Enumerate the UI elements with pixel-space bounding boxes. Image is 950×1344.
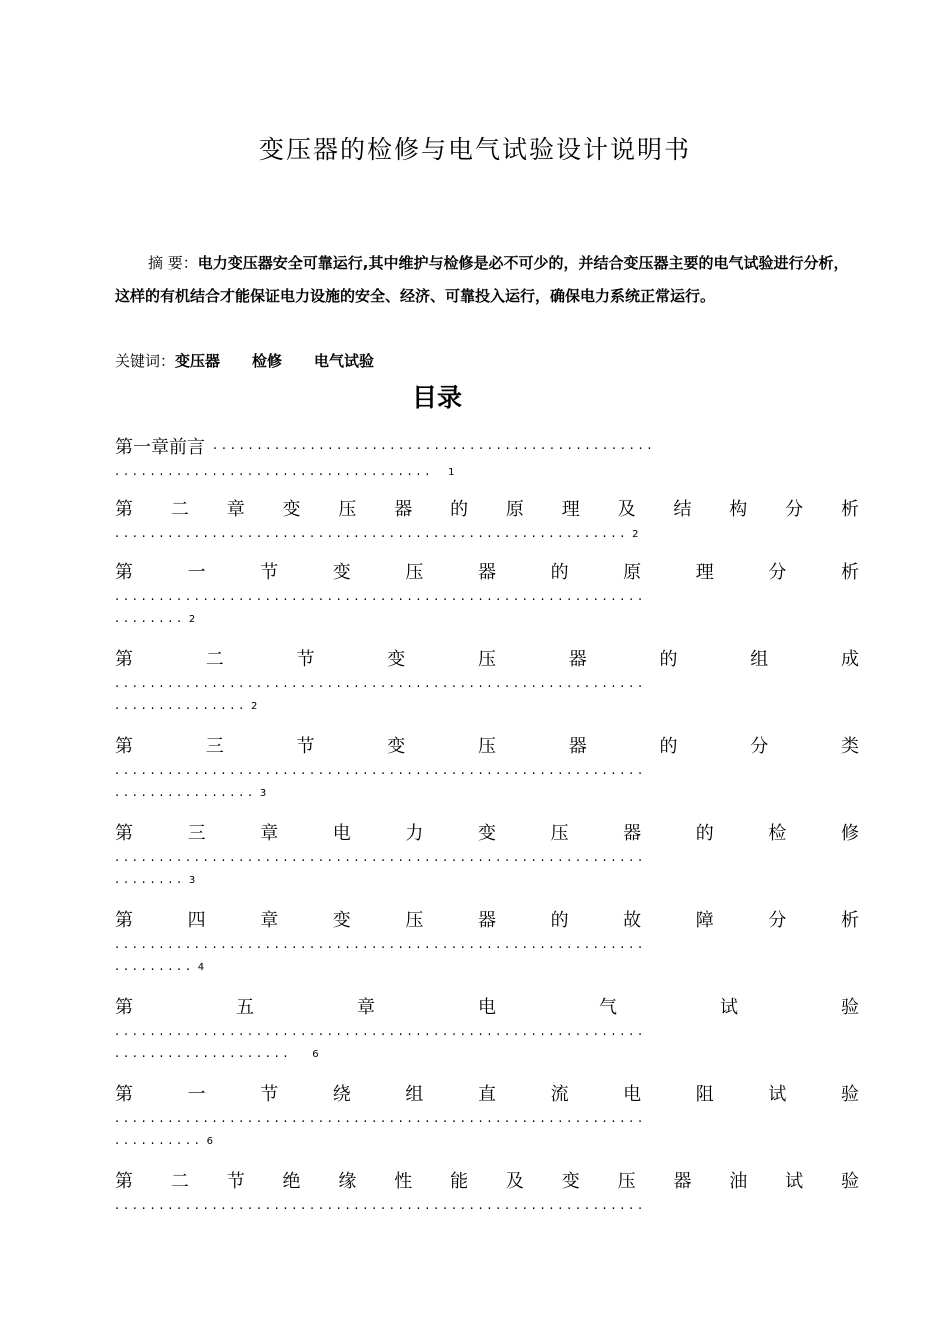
toc-entry-char: 绕 <box>332 1084 351 1105</box>
toc-entry-char: 压 <box>617 1171 636 1192</box>
toc-entry <box>115 995 859 1065</box>
toc-entry-char: 变 <box>282 499 301 520</box>
toc-entry-char: 节 <box>260 1084 279 1105</box>
toc-entry-char: 章 <box>357 997 375 1018</box>
toc-entry <box>115 821 859 891</box>
toc-entry-char: 电 <box>623 1084 642 1105</box>
toc-entry-char: 析 <box>840 499 859 520</box>
toc-entry-char: 二 <box>205 649 224 670</box>
toc-entry-char: 组 <box>750 649 769 670</box>
toc-entry <box>115 1082 859 1152</box>
toc-entry-char: 器 <box>623 823 642 844</box>
toc-entry-char: 第 <box>115 736 133 757</box>
toc-entry-char: 能 <box>450 1171 469 1192</box>
abstract-text: 电力变压器安全可靠运行,其中维护与检修是必不可少的，并结合变压器主要的电气试验进行分析，这样的有机结合才能保证电力设施的安全、经济、可靠投入运行，确保电力系统正常运行。 <box>115 254 849 305</box>
toc-entry-char: 压 <box>405 910 424 931</box>
toc-entry-char: 三 <box>187 823 206 844</box>
toc-entry-char: 的 <box>659 649 678 670</box>
toc-entry-char: 析 <box>840 562 859 583</box>
toc-entry-char: 的 <box>659 736 678 757</box>
toc-entry-char: 变 <box>561 1171 580 1192</box>
toc-leader-dots: . . . . . . . . . . . . . . . . . . . . . . . . . . . . . . . . . . . . . . . . . . . . . . . . . . . . . . . . . . 2 <box>115 526 639 541</box>
toc-entry-char: 变 <box>332 562 351 583</box>
toc-leader-dots: . . . . . . . . . . . . . . . 2 <box>115 698 258 713</box>
toc-entry-char: 析 <box>840 910 859 931</box>
toc-entry-char: 试 <box>720 997 738 1018</box>
toc-leader-dots: . . . . . . . . . . . . . . . . . . . . 6 <box>115 1046 319 1061</box>
toc-entry-char: 电 <box>332 823 351 844</box>
toc-entry-char: 节 <box>226 1171 245 1192</box>
toc-entry-char: 成 <box>841 649 859 670</box>
toc-entry <box>115 497 859 545</box>
toc-entry-char: 变 <box>387 736 406 757</box>
toc-leader-dots: . . . . . . . . . . . . . . . . . . . . . . . . . . . . . . . . . . . . . . . . . . . . . . . . . . . . . . . . . . . . <box>115 850 643 865</box>
toc-page-number: 3 <box>259 788 267 799</box>
abstract-paragraph <box>115 247 861 313</box>
toc-entry-char: 油 <box>729 1171 748 1192</box>
toc-entry-char: 第 <box>115 1084 133 1105</box>
toc-leader-dots: . . . . . . . . . 4 <box>115 959 205 974</box>
toc-entry-char: 变 <box>477 823 496 844</box>
toc-entry-char: 节 <box>296 736 315 757</box>
toc-entry-char: 一 <box>187 1084 206 1105</box>
toc-entry-char: 结 <box>673 499 692 520</box>
toc-entry-char: 变 <box>387 649 406 670</box>
toc-entry-char: 性 <box>394 1171 413 1192</box>
toc-leader-dots: . . . . . . . . . . . . . . . . . . . . . . . . . . . . . . . . . . . . . . . . . . . . . . . . . . . . . . . . . . . . <box>115 1198 643 1213</box>
toc-entry-char: 分 <box>785 499 804 520</box>
toc-page-number: 3 <box>188 875 196 886</box>
toc-entry-char: 验 <box>840 1084 859 1105</box>
toc-entry-char: 一 <box>187 562 206 583</box>
toc-entry-char: 力 <box>405 823 424 844</box>
toc-entry-char: 器 <box>568 649 587 670</box>
toc-entry-char: 直 <box>477 1084 496 1105</box>
toc-title: 目录 <box>411 383 462 412</box>
toc-entry <box>115 435 859 483</box>
toc-entry-title-text: 第一章前言 <box>115 437 205 458</box>
toc-entry-title <box>115 734 859 760</box>
keyword-item: 电气试验 <box>314 352 375 370</box>
toc-entry-char: 构 <box>729 499 748 520</box>
toc-leader-dots: . . . . . . . . . . . . . . . . . . . . . . . . . . . . . . . . . . . . . . . . . . . . . . . . . . <box>213 438 652 453</box>
toc-entry-char: 理 <box>695 562 714 583</box>
toc-entry-char: 第 <box>115 1171 133 1192</box>
toc-entry-char: 理 <box>561 499 580 520</box>
toc-entry-char: 章 <box>260 823 279 844</box>
abstract-label: 摘 要： <box>148 254 198 272</box>
toc-entry-char: 压 <box>550 823 569 844</box>
toc-entry-title <box>115 497 859 523</box>
toc-leader-dots: . . . . . . . . 2 <box>115 611 196 626</box>
toc-entry-title <box>115 1082 859 1108</box>
toc-entry-char: 组 <box>405 1084 424 1105</box>
toc-entry-title <box>115 560 859 586</box>
toc-entry <box>115 1169 859 1217</box>
toc-leader-dots: . . . . . . . . . . . . . . . . . . . . . . . . . . . . . . . . . . . . . . . . . . . . . . . . . . . . . . . . . . . . <box>115 589 643 604</box>
toc-entry-title <box>115 1169 859 1195</box>
toc-entry-char: 原 <box>505 499 524 520</box>
toc-entry-char: 电 <box>478 997 496 1018</box>
toc-entry-char: 及 <box>617 499 636 520</box>
toc-entry-char: 五 <box>236 997 254 1018</box>
toc-entry-char: 第 <box>115 823 133 844</box>
toc-leader-dots: . . . . . . . . . . 6 <box>115 1133 214 1148</box>
keyword-item: 变压器 <box>175 352 221 370</box>
toc-entry <box>115 908 859 978</box>
toc-entry-char: 章 <box>260 910 279 931</box>
toc-entry-char: 的 <box>550 910 569 931</box>
toc-entry-char: 缘 <box>338 1171 357 1192</box>
toc-page-number: 6 <box>312 1049 319 1060</box>
toc-page-number: 2 <box>250 701 258 712</box>
toc-entry-char: 节 <box>296 649 315 670</box>
toc-entry-char: 节 <box>260 562 279 583</box>
keywords-label: 关键词： <box>115 352 176 370</box>
toc-entry-char: 绝 <box>282 1171 301 1192</box>
toc-entry-title <box>115 908 859 934</box>
toc-entry-char: 试 <box>785 1171 804 1192</box>
toc-entry-char: 修 <box>840 823 859 844</box>
toc-page-number: 1 <box>448 467 455 478</box>
toc-entry-char: 第 <box>115 562 133 583</box>
toc-entry-char: 第 <box>115 997 133 1018</box>
toc-entry-char: 的 <box>450 499 469 520</box>
toc-entry-char: 四 <box>187 910 206 931</box>
toc-leader-dots: . . . . . . . . . . . . . . . . . . . . . . . . . . . . . . . . . . . . . . . . . . . . . . . . . . . . . . . . . . . . <box>115 676 643 691</box>
toc-page-number: 2 <box>632 529 639 540</box>
toc-entry-char: 三 <box>205 736 224 757</box>
toc-entry-char: 器 <box>568 736 587 757</box>
toc-leader-dots: . . . . . . . . . . . . . . . . . . . . . . . . . . . . . . . . . . . . . . . . . . . . . . . . . . . . . . . . . . . . <box>115 1024 643 1039</box>
toc-entry-char: 压 <box>478 649 496 670</box>
keywords-line <box>115 346 374 376</box>
toc-entry-char: 变 <box>332 910 351 931</box>
toc-entry-char: 验 <box>841 997 859 1018</box>
toc-entry-char: 二 <box>170 499 189 520</box>
toc-entry-char: 器 <box>477 910 496 931</box>
toc-entry-char: 二 <box>170 1171 189 1192</box>
keyword-item: 检修 <box>252 352 283 370</box>
toc-entry-char: 章 <box>226 499 245 520</box>
toc-entry-char: 的 <box>550 562 569 583</box>
toc-page-number: 4 <box>197 962 205 973</box>
toc-leader-dots: . . . . . . . . . . . . . . . . . . . . . . . . . . . . . . . . . . . . . . . . . . . . . . . . . . . . . . . . . . . . <box>115 1111 643 1126</box>
toc-entry-char: 压 <box>405 562 424 583</box>
toc-entry-char: 压 <box>478 736 496 757</box>
toc-entry-char: 障 <box>695 910 714 931</box>
toc-entry-char: 器 <box>394 499 413 520</box>
toc-entry-char: 分 <box>768 910 787 931</box>
toc-entry-char: 检 <box>768 823 787 844</box>
toc-entry-char: 压 <box>338 499 357 520</box>
toc-entry-title <box>115 995 859 1021</box>
toc-entry-char: 第 <box>115 649 133 670</box>
toc-entry-char: 的 <box>695 823 714 844</box>
toc-leader-dots: . . . . . . . . 3 <box>115 872 196 887</box>
toc-entry-char: 及 <box>505 1171 524 1192</box>
toc-entry <box>115 734 859 804</box>
toc-entry-char: 类 <box>841 736 859 757</box>
toc-entry-title <box>115 647 859 673</box>
toc-entry-char: 器 <box>673 1171 692 1192</box>
toc-leader-dots: . . . . . . . . . . . . . . . . 3 <box>115 785 267 800</box>
toc-entry <box>115 560 859 630</box>
toc-leader-dots: . . . . . . . . . . . . . . . . . . . . . . . . . . . . . . . . . . . . . . . . . . . . . . . . . . . . . . . . . . . . <box>115 763 643 778</box>
toc-entry-char: 器 <box>477 562 496 583</box>
toc-entry-char: 原 <box>623 562 642 583</box>
toc-entry-char: 流 <box>550 1084 569 1105</box>
toc-leader-dots: . . . . . . . . . . . . . . . . . . . . . . . . . . . . . . . . . . . . 1 <box>115 464 455 479</box>
toc-entry-title <box>115 435 859 461</box>
toc-entry-char: 阻 <box>695 1084 714 1105</box>
toc-entry-char: 分 <box>768 562 787 583</box>
toc-entry-char: 故 <box>623 910 642 931</box>
toc-page-number: 6 <box>206 1136 214 1147</box>
toc-entry-char: 分 <box>750 736 769 757</box>
toc-page-number: 2 <box>188 614 196 625</box>
toc-entry-title <box>115 821 859 847</box>
toc-leader-dots: . . . . . . . . . . . . . . . . . . . . . . . . . . . . . . . . . . . . . . . . . . . . . . . . . . . . . . . . . . . . <box>115 937 643 952</box>
toc-entry <box>115 647 859 717</box>
toc-entry-char: 试 <box>768 1084 787 1105</box>
toc-entry-char: 第 <box>115 499 133 520</box>
toc-entry-char: 气 <box>599 997 617 1018</box>
toc-entry-char: 第 <box>115 910 133 931</box>
document-title: 变压器的检修与电气试验设计说明书 <box>258 135 691 164</box>
toc-entry-char: 验 <box>840 1171 859 1192</box>
